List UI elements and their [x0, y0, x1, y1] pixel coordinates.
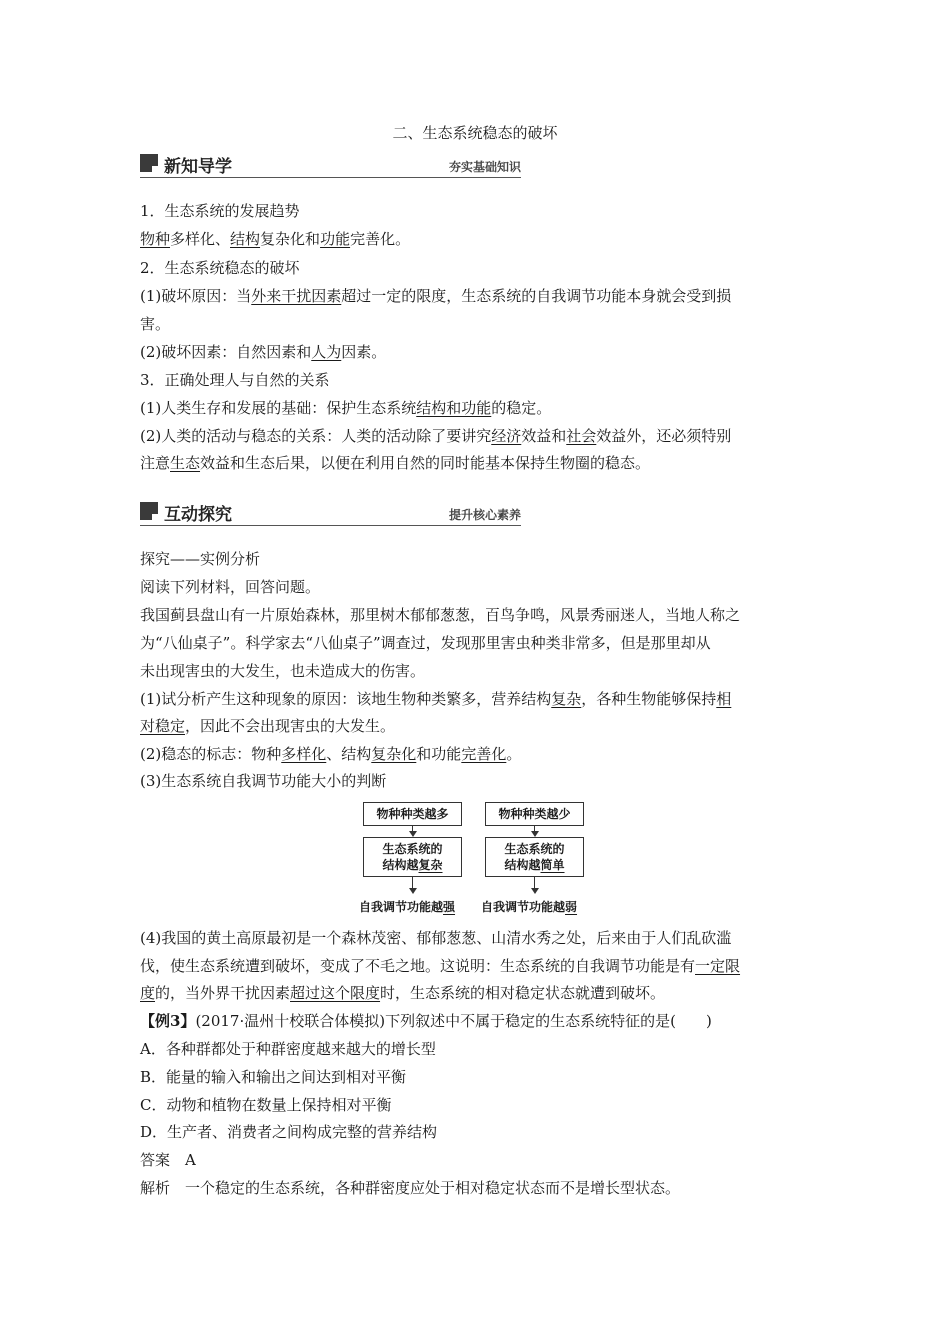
answer-blank: 多样化: [281, 745, 327, 763]
arrow-down-icon: [412, 825, 413, 835]
text-span: 、结构: [326, 745, 372, 763]
text-span: (2)人类的活动与稳态的关系：人类的活动除了要讲究: [140, 427, 492, 445]
diagram-text: [504, 857, 564, 873]
answer-blank: 物种: [140, 230, 171, 248]
answer-blank: 完善化: [461, 745, 507, 763]
arrow-down-icon: [412, 876, 413, 892]
answer-blank: 外来干扰因素: [251, 287, 342, 305]
diagram-text: [382, 857, 442, 873]
text-line: 未出现害虫的大发生，也未造成大的伤害。: [140, 662, 426, 680]
text-span: 和功能: [416, 745, 462, 763]
text-line: [140, 983, 812, 1003]
section-rule: [140, 525, 521, 526]
text-span: 完善化。: [350, 230, 411, 248]
answer-blank: 生态: [170, 454, 201, 472]
diagram-text: 生态系统的: [382, 842, 443, 856]
diagram-box-complex: [363, 837, 462, 877]
section-title: 新知导学: [164, 157, 232, 177]
answer-blank: 超过这个限度: [290, 984, 381, 1002]
answer-blank: 复杂化: [371, 745, 417, 763]
answer-blank: 结构: [230, 230, 261, 248]
text-line: [140, 398, 812, 418]
text-line: 2．生态系统稳态的破坏: [140, 259, 300, 277]
example-question: [140, 1011, 812, 1031]
text-line: 我国蓟县盘山有一片原始森林，那里树木郁郁葱葱，百鸟争鸣，风景秀丽迷人，当地人称之: [140, 606, 741, 624]
text-span: ，因此不会出现害虫的大发生。: [185, 717, 396, 735]
example-tag: 【例3】: [140, 1012, 196, 1030]
option-d: D．生产者、消费者之间构成完整的营养结构: [140, 1123, 438, 1141]
text-span: 效益外，还必须特别: [596, 427, 732, 445]
text-line: 阅读下列材料，回答问题。: [140, 578, 321, 596]
answer-blank: 简单: [540, 858, 565, 872]
arrow-down-icon: [534, 825, 535, 835]
text-line: 为“八仙桌子”。科学家去“八仙桌子”调查过，发现那里害虫种类非常多，但是那里却从: [140, 634, 711, 652]
analysis-line: 解析 一个稳定的生态系统，各种群密度应处于相对稳定状态而不是增长型状态。: [140, 1179, 681, 1197]
diagram-text: 自我调节功能越: [481, 900, 566, 914]
text-span: 超过一定的限度，生态系统的自我调节功能本身就会受到损: [341, 287, 732, 305]
answer-blank: 复杂: [418, 858, 443, 872]
text-span: 效益和: [521, 427, 567, 445]
text-line: 1．生态系统的发展趋势: [140, 202, 300, 220]
text-span: 效益和生态后果，以便在利用自然的同时能基本保持生物圈的稳态。: [200, 454, 651, 472]
section-marker-icon: [140, 502, 158, 520]
text-line: 探究——实例分析: [140, 550, 261, 568]
answer-blank: 强: [443, 900, 456, 914]
option-b: B．能量的输入和输出之间达到相对平衡: [140, 1068, 407, 1086]
diagram-box-more-species: 物种种类越多: [363, 802, 462, 826]
page-title: 二、生态系统稳态的破坏: [392, 124, 558, 142]
text-span: 的稳定。: [491, 399, 552, 417]
text-span: 注意: [140, 454, 171, 472]
answer-blank: 人为: [311, 343, 342, 361]
diagram-text: 自我调节功能越: [359, 900, 444, 914]
text-span: 。: [506, 745, 522, 763]
answer-blank: 经济: [491, 427, 522, 445]
text-span: 伐，使生态系统遭到破坏，变成了不毛之地。这说明：生态系统的自我调节功能是有: [140, 957, 696, 975]
text-span: (1)试分析产生这种现象的原因：该地生物种类繁多，营养结构: [140, 690, 552, 708]
diagram-result-weak: [481, 898, 577, 915]
section-header-explore: [140, 500, 521, 526]
section-marker-icon: [140, 154, 158, 172]
text-span: (2)破坏因素：自然因素和: [140, 343, 312, 361]
text-line: [140, 453, 812, 473]
answer-blank: 社会: [566, 427, 597, 445]
section-subtitle: 提升核心素养: [448, 508, 521, 522]
text-span: (2)稳态的标志：物种: [140, 745, 282, 763]
answer-blank: 相: [716, 690, 732, 708]
answer-blank: 复杂: [551, 690, 582, 708]
text-line: [140, 229, 812, 249]
text-span: 多样化、: [170, 230, 231, 248]
question-text: (2017·温州十校联合体模拟)下列叙述中不属于稳定的生态系统特征的是( ): [195, 1012, 712, 1030]
text-line: [140, 689, 812, 709]
text-line: [140, 426, 812, 446]
text-line: [140, 744, 812, 764]
section-title: 互动探究: [164, 505, 232, 525]
arrow-down-icon: [534, 876, 535, 892]
text-span: 的，当外界干扰因素: [155, 984, 291, 1002]
option-a: A．各种群都处于种群密度越来越大的增长型: [140, 1040, 436, 1058]
diagram-text: 结构越: [504, 858, 541, 872]
text-span: (1)破坏原因：当: [140, 287, 252, 305]
text-line: (3)生态系统自我调节功能大小的判断: [140, 772, 387, 790]
answer-blank: 对稳定: [140, 717, 186, 735]
text-line: 害。: [140, 315, 171, 333]
text-line: [140, 286, 812, 306]
section-rule: [140, 177, 521, 178]
section-subtitle: 夯实基础知识: [448, 160, 521, 174]
diagram-result-strong: [359, 898, 455, 915]
option-c: C．动物和植物在数量上保持相对平衡: [140, 1096, 392, 1114]
answer-blank: 弱: [565, 900, 578, 914]
text-line: (4)我国的黄土高原最初是一个森林茂密、郁郁葱葱、山清水秀之处，后来由于人们乱砍滥: [140, 929, 732, 947]
answer-blank: 功能: [320, 230, 351, 248]
diagram-text: 结构越: [382, 858, 419, 872]
diagram-text: 生态系统的: [504, 842, 565, 856]
text-line: 3．正确处理人与自然的关系: [140, 371, 330, 389]
section-header-knowledge: [140, 152, 521, 178]
text-span: ，各种生物能够保持: [581, 690, 717, 708]
text-span: 复杂化和: [260, 230, 321, 248]
regulation-diagram: [350, 800, 600, 920]
answer-line: 答案 A: [140, 1151, 196, 1169]
text-line: [140, 716, 812, 736]
answer-blank: 一定限: [695, 957, 741, 975]
text-span: 因素。: [341, 343, 387, 361]
answer-blank: 结构和功能: [416, 399, 492, 417]
text-line: [140, 956, 812, 976]
text-span: (1)人类生存和发展的基础：保护生态系统: [140, 399, 417, 417]
text-span: 时，生态系统的相对稳定状态就遭到破坏。: [380, 984, 666, 1002]
answer-blank: 度: [140, 984, 156, 1002]
diagram-box-simple: [485, 837, 584, 877]
text-line: [140, 342, 812, 362]
diagram-box-fewer-species: 物种种类越少: [485, 802, 584, 826]
